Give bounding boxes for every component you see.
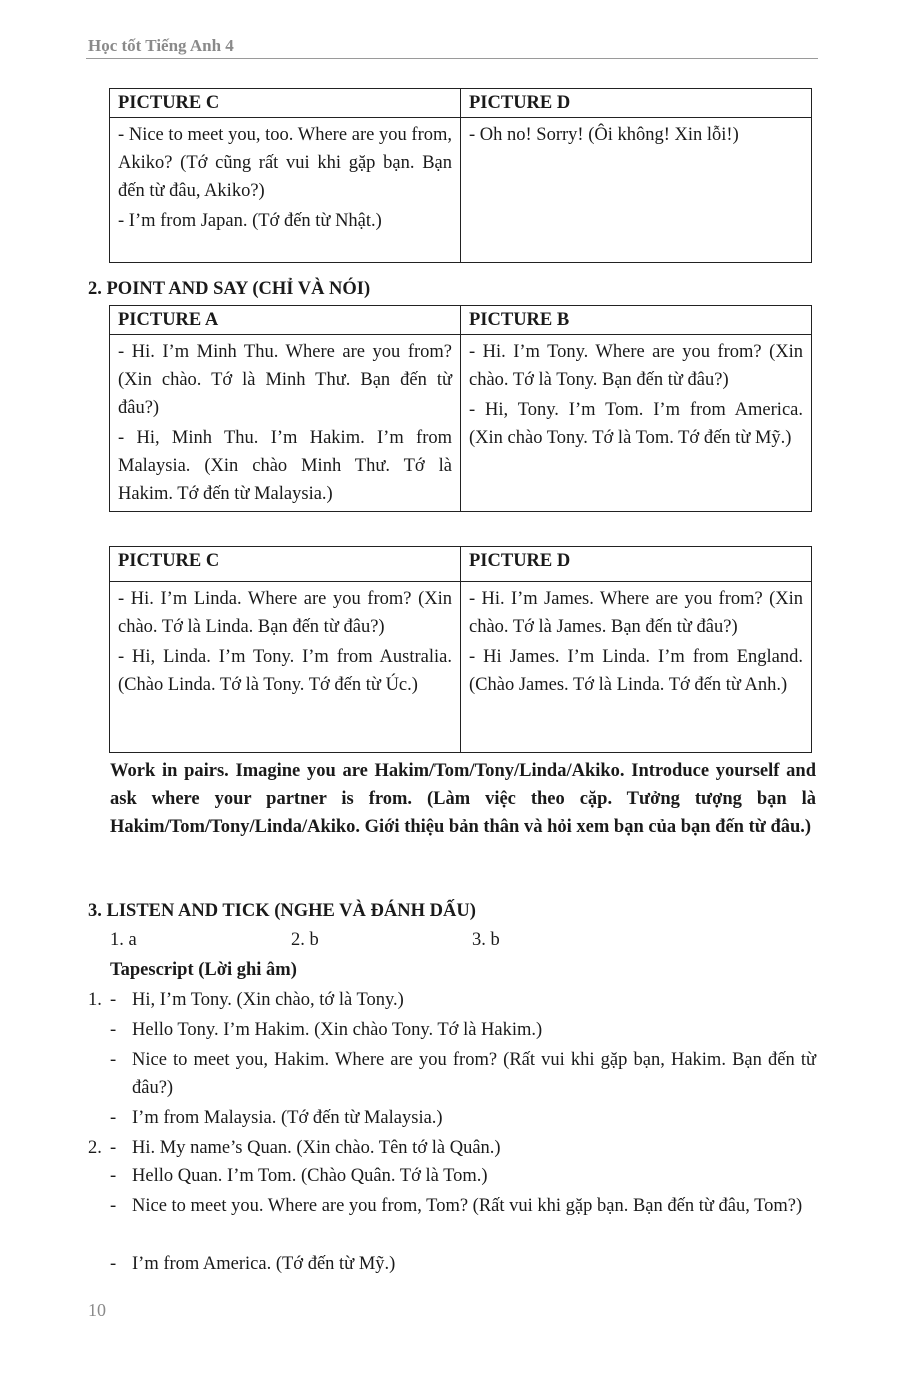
answer-1: 1. a — [110, 930, 137, 950]
table-header-left: PICTURE C — [110, 547, 461, 582]
table-cell-left — [110, 582, 461, 753]
dialogue-line: - Hi. I’m Minh Thu. Where are you from? (Xin chào. Tớ là Minh Thư. Bạn đến từ đâu?) — [118, 342, 452, 418]
dialogue-line: - Hi. I’m Tony. Where are you from? (Xin chào. Tớ là Tony. Bạn đến từ đâu?) — [469, 342, 803, 390]
dialogue-line: - I’m from Japan. (Tớ đến từ Nhật.) — [118, 211, 382, 231]
tapescript-line: Nice to meet you, Hakim. Where are you from? (Rất vui khi gặp bạn, Hakim. Bạn đến từ đâu?) — [132, 1050, 816, 1098]
table-cell-left — [110, 118, 461, 263]
page-number: 10 — [88, 1300, 106, 1320]
tapescript-title: Tapescript (Lời ghi âm) — [110, 960, 297, 980]
table-cell-right — [461, 118, 812, 263]
table-cell-right — [461, 582, 812, 753]
answer-2: 2. b — [291, 930, 319, 950]
section-3-title: 3. LISTEN AND TICK (NGHE VÀ ĐÁNH DẤU) — [88, 901, 476, 921]
list-dash: - — [110, 1166, 117, 1186]
tapescript-line: Hello Quan. I’m Tom. (Chào Quân. Tớ là Tom.) — [132, 1166, 488, 1186]
running-head: Học tốt Tiếng Anh 4 — [88, 36, 234, 55]
dialogue-line: - Hi, Tony. I’m Tom. I’m from America. (Xin chào Tony. Tớ là Tom. Tớ đến từ Mỹ.) — [469, 400, 803, 448]
table-header-right: PICTURE D — [461, 547, 812, 582]
dialogue-number: 2. — [88, 1138, 102, 1158]
picture-table-cd-2 — [109, 546, 812, 753]
dialogue-line: - Hi. I’m Linda. Where are you from? (Xin chào. Tớ là Linda. Bạn đến từ đâu?) — [118, 589, 452, 637]
dialogue-number: 1. — [88, 990, 102, 1010]
picture-table-ab — [109, 305, 812, 512]
list-dash: - — [110, 1108, 117, 1128]
header-divider — [86, 58, 818, 59]
list-dash: - — [110, 1138, 117, 1158]
table-header-left: PICTURE A — [110, 306, 461, 335]
picture-table-cd-1 — [109, 88, 812, 263]
dialogue-line: - Oh no! Sorry! (Ôi không! Xin lỗi!) — [469, 125, 739, 145]
answer-3: 3. b — [472, 930, 500, 950]
list-dash: - — [110, 1050, 117, 1070]
table-header-right: PICTURE B — [461, 306, 812, 335]
dialogue-line: - Hi James. I’m Linda. I’m from England. (Chào James. Tớ là Linda. Tớ đến từ Anh.) — [469, 647, 803, 695]
list-dash: - — [110, 1020, 117, 1040]
tapescript-line: Hi. My name’s Quan. (Xin chào. Tên tớ là Quân.) — [132, 1138, 501, 1158]
tapescript-line: I’m from America. (Tớ đến từ Mỹ.) — [132, 1254, 396, 1274]
table-cell-right — [461, 335, 812, 512]
pair-work-instruction: Work in pairs. Imagine you are Hakim/Tom/Tony/Linda/Akiko. Introduce yourself and ask where your partner is from. (Làm việc theo cặp. Tưởng tượng bạn là Hakim/Tom/Tony/Linda/Akiko. Giới thiệu bản thân và hỏi xem bạn của bạn đến từ đâu.) — [110, 761, 816, 837]
list-dash: - — [110, 1196, 117, 1216]
section-2-title: 2. POINT AND SAY (CHỈ VÀ NÓI) — [88, 279, 371, 299]
dialogue-line: - Nice to meet you, too. Where are you from, Akiko? (Tớ cũng rất vui khi gặp bạn. Bạn đến từ đâu, Akiko?) — [118, 125, 452, 201]
table-header-left: PICTURE C — [110, 89, 461, 118]
dialogue-line: - Hi, Minh Thu. I’m Hakim. I’m from Malaysia. (Xin chào Minh Thư. Tớ là Hakim. Tớ đến từ Malaysia.) — [118, 428, 452, 504]
tapescript-line: Nice to meet you. Where are you from, Tom? (Rất vui khi gặp bạn. Bạn đến từ đâu, Tom?) — [132, 1196, 803, 1216]
dialogue-line: - Hi. I’m James. Where are you from? (Xin chào. Tớ là James. Bạn đến từ đâu?) — [469, 589, 803, 637]
list-dash: - — [110, 990, 117, 1010]
list-dash: - — [110, 1254, 117, 1274]
tapescript-line: I’m from Malaysia. (Tớ đến từ Malaysia.) — [132, 1108, 443, 1128]
dialogue-line: - Hi, Linda. I’m Tony. I’m from Australia. (Chào Linda. Tớ là Tony. Tớ đến từ Úc.) — [118, 647, 452, 695]
table-header-right: PICTURE D — [461, 89, 812, 118]
table-cell-left — [110, 335, 461, 512]
tapescript-line: Hello Tony. I’m Hakim. (Xin chào Tony. Tớ là Hakim.) — [132, 1020, 543, 1040]
tapescript-line: Hi, I’m Tony. (Xin chào, tớ là Tony.) — [132, 990, 404, 1010]
